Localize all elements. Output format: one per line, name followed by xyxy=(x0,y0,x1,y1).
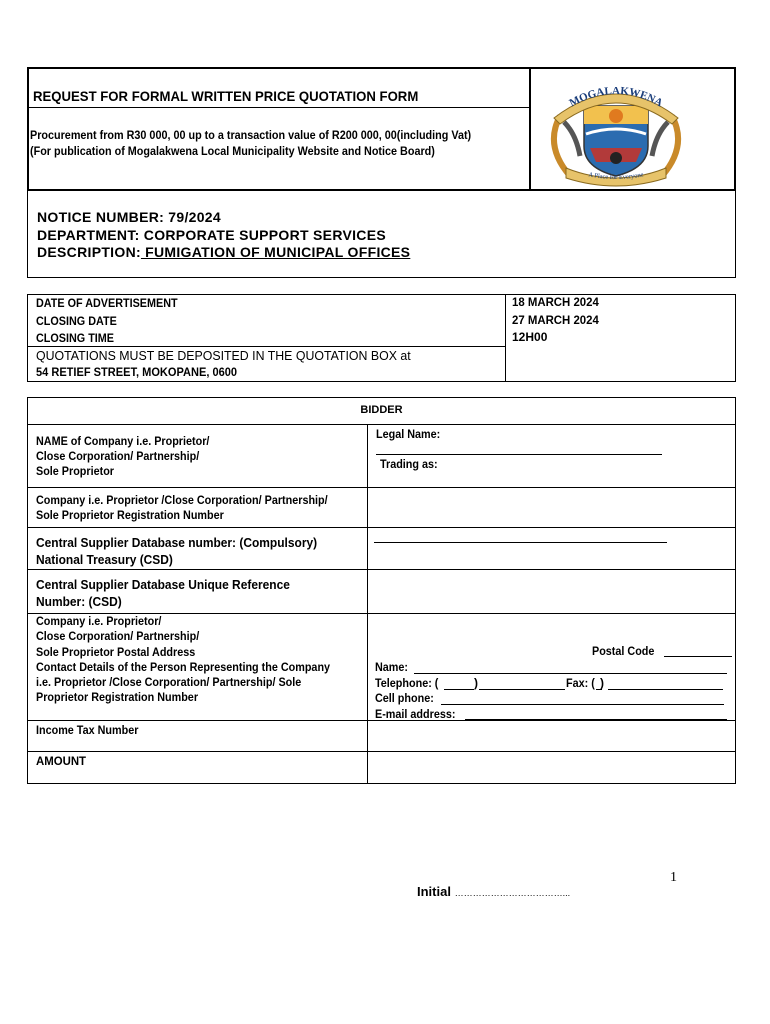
crest-motto-bottom: A Place for Everyone xyxy=(587,171,645,182)
registration-number-field[interactable] xyxy=(368,488,735,527)
closing-time-value: 12H00 xyxy=(512,330,548,344)
initial-field[interactable]: ………………………………... xyxy=(454,888,571,898)
legal-name-field[interactable] xyxy=(376,454,662,455)
title-underline xyxy=(27,107,530,108)
form-title: REQUEST FOR FORMAL WRITTEN PRICE QUOTATION FORM xyxy=(33,88,419,104)
csd-number-label: Central Supplier Database number: (Compulsory) National Treasury (CSD) xyxy=(36,535,318,567)
telephone-code-field[interactable] xyxy=(444,689,474,690)
fax-paren: ) xyxy=(600,676,604,690)
notice-description: DESCRIPTION: FUMIGATION OF MUNICIPAL OFFICES xyxy=(37,244,411,260)
registration-number-label: Company i.e. Proprietor /Close Corporation/ Partnership/ Sole Proprietor Registration Number xyxy=(36,493,328,522)
deposit-instruction: QUOTATIONS MUST BE DEPOSITED IN THE QUOTATION BOX at xyxy=(36,348,411,363)
telephone-paren: ) xyxy=(474,676,478,690)
csd-reference-field[interactable] xyxy=(368,570,735,613)
closing-date-label: CLOSING DATE xyxy=(36,314,117,328)
closing-time-label: CLOSING TIME xyxy=(36,331,115,345)
postal-code-field[interactable] xyxy=(664,656,732,657)
income-tax-label: Income Tax Number xyxy=(36,723,139,737)
postal-contact-label: Company i.e. Proprietor/ Close Corporation/ Partnership/ Sole Proprietor Postal Address Contact Details of the Person Representing the Company i.e. Proprietor /Close Corporation/ Partnership/ Sole Proprietor Registration Number xyxy=(36,614,331,705)
advert-date-label: DATE OF ADVERTISEMENT xyxy=(36,296,178,310)
postal-code-label: Postal Code xyxy=(592,644,655,658)
fax-label: Fax: ( xyxy=(566,676,595,690)
legal-name-label: Legal Name: xyxy=(376,427,441,441)
closing-date-value: 27 MARCH 2024 xyxy=(512,313,599,327)
telephone-label: Telephone: ( xyxy=(375,676,439,690)
notice-number: NOTICE NUMBER: 79/2024 xyxy=(37,209,221,225)
page-number: 1 xyxy=(670,870,677,885)
amount-field[interactable] xyxy=(368,752,735,783)
municipality-crest xyxy=(540,76,692,188)
publication-note: (For publication of Mogalakwena Local Municipality Website and Notice Board) xyxy=(30,144,435,158)
deposit-address: 54 RETIEF STREET, MOKOPANE, 0600 xyxy=(36,365,238,379)
email-label: E-mail address: xyxy=(375,707,456,721)
contact-name-label: Name: xyxy=(375,660,409,674)
income-tax-field[interactable] xyxy=(368,721,735,751)
email-field[interactable] xyxy=(465,719,727,720)
fax-field[interactable] xyxy=(608,689,723,690)
cell-phone-label: Cell phone: xyxy=(375,691,434,705)
initial-line: Initial ………………………………... xyxy=(417,884,571,899)
amount-label: AMOUNT xyxy=(36,754,87,768)
advert-date-value: 18 MARCH 2024 xyxy=(512,295,599,309)
procurement-range: Procurement from R30 000, 00 up to a transaction value of R200 000, 00(including Vat) xyxy=(30,128,472,142)
description-value: FUMIGATION OF MUNICIPAL OFFICES xyxy=(140,244,411,260)
cell-phone-field[interactable] xyxy=(441,704,724,705)
bidder-heading: BIDDER xyxy=(360,404,403,416)
crest-motto-top: MOGALAKWENA xyxy=(567,85,665,110)
header-divider xyxy=(529,67,531,191)
contact-name-field[interactable] xyxy=(414,673,727,674)
trading-as-label: Trading as: xyxy=(380,457,438,471)
company-name-label: NAME of Company i.e. Proprietor/ Close Corporation/ Partnership/ Sole Proprietor xyxy=(36,434,210,478)
csd-reference-label: Central Supplier Database Unique Reference Number: (CSD) xyxy=(36,577,290,609)
telephone-field[interactable] xyxy=(479,689,565,690)
notice-department: DEPARTMENT: CORPORATE SUPPORT SERVICES xyxy=(37,227,386,243)
csd-number-field[interactable] xyxy=(374,542,667,543)
